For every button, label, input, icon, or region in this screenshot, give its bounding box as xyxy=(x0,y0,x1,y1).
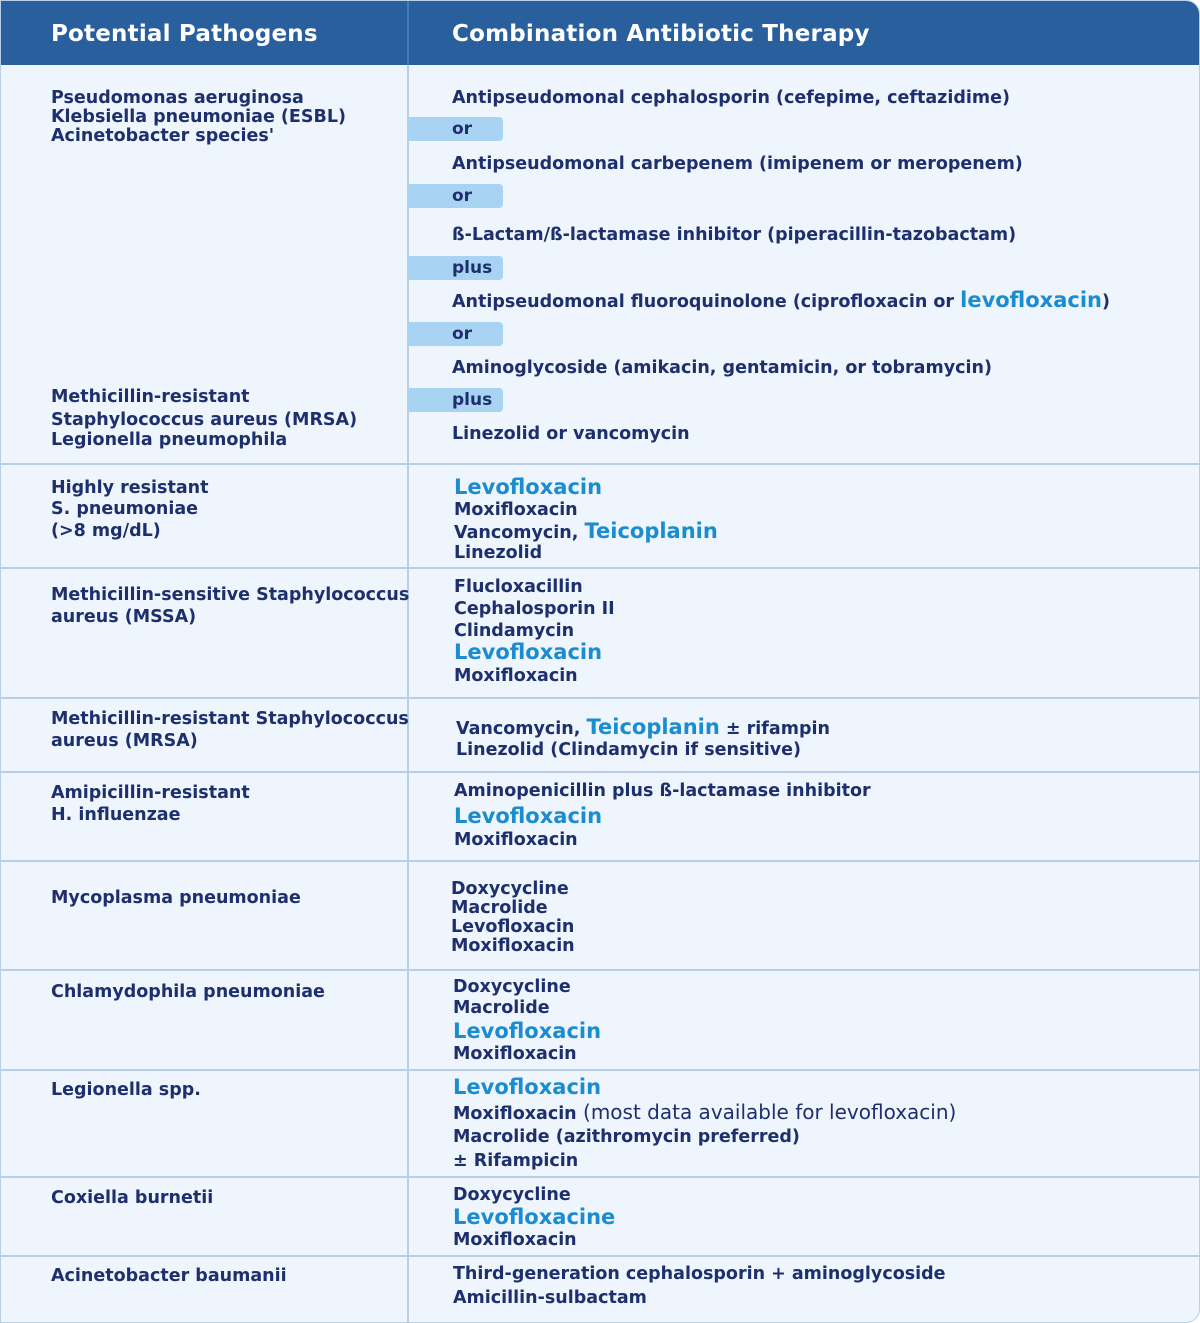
pathogen-name: S. pneumoniae xyxy=(51,499,199,519)
pathogen-name: Pseudomonas aeruginosa xyxy=(51,88,304,108)
pathogen-name: Mycoplasma pneumoniae xyxy=(51,888,301,908)
therapy-line: ß-Lactam/ß-lactamase inhibitor (piperacillin-tazobactam) xyxy=(452,225,1017,245)
connector-or: or xyxy=(407,184,503,208)
therapy-line: Linezolid or vancomycin xyxy=(452,424,690,444)
therapy-line: Doxycycline xyxy=(453,1185,571,1205)
pathogen-name: Legionella pneumophila xyxy=(51,430,288,450)
therapy-line: ± Rifampicin xyxy=(453,1151,579,1171)
pathogen-name: Klebsiella pneumoniae (ESBL) xyxy=(51,107,346,127)
therapy-line: Moxifloxacin (most data available for levofloxacin) xyxy=(453,1100,957,1124)
therapy-line: Vancomycin, Teicoplanin ± rifampin xyxy=(456,715,830,739)
connector-or: or xyxy=(407,322,503,346)
therapy-line: Levofloxacin xyxy=(454,640,603,664)
therapy-line: Antipseudomonal carbepenem (imipenem or meropenem) xyxy=(452,154,1023,174)
therapy-line: Doxycycline xyxy=(451,879,569,899)
pathogen-name: Amipicillin-resistant xyxy=(51,783,250,803)
therapy-line: Levofloxacin xyxy=(451,917,575,937)
therapy-line: Moxifloxacin xyxy=(454,830,578,850)
row-divider xyxy=(1,567,1200,569)
row-divider xyxy=(1,463,1200,465)
therapy-line: Cephalosporin II xyxy=(454,599,615,619)
therapy-line: Linezolid (Clindamycin if sensitive) xyxy=(456,740,802,760)
therapy-line: Antipseudomonal cephalosporin (cefepime, ceftazidime) xyxy=(452,88,1010,108)
therapy-line: Macrolide (azithromycin preferred) xyxy=(453,1127,800,1147)
pathogen-name: Methicillin-resistant xyxy=(51,387,250,407)
therapy-line: Aminoglycoside (amikacin, gentamicin, or tobramycin) xyxy=(452,358,992,378)
therapy-line: Moxifloxacin xyxy=(453,1044,577,1064)
pathogen-name: aureus (MSSA) xyxy=(51,607,197,627)
pathogen-name: Acinetobacter species' xyxy=(51,126,275,146)
row-divider xyxy=(1,969,1200,971)
pathogen-name: aureus (MRSA) xyxy=(51,731,198,751)
row-divider xyxy=(1,771,1200,773)
row-divider xyxy=(1,1255,1200,1257)
row-divider xyxy=(1,1069,1200,1071)
therapy-line: Levofloxacin xyxy=(453,1075,602,1099)
pathogen-name: Acinetobacter baumanii xyxy=(51,1266,287,1286)
therapy-line: Vancomycin, Teicoplanin xyxy=(454,519,718,543)
therapy-line: Flucloxacillin xyxy=(454,577,583,597)
column-divider xyxy=(407,65,409,1323)
therapy-line: Aminopenicillin plus ß-lactamase inhibitor xyxy=(454,781,871,801)
pathogen-name: Methicillin-resistant Staphylococcus xyxy=(51,709,409,729)
pathogen-name: Legionella spp. xyxy=(51,1080,201,1100)
therapy-line: Macrolide xyxy=(451,898,548,918)
therapy-line: Levofloxacin xyxy=(454,475,603,499)
table-header xyxy=(1,1,1200,65)
pathogen-name: H. influenzae xyxy=(51,805,181,825)
pathogen-name: Chlamydophila pneumoniae xyxy=(51,982,325,1002)
therapy-line: Linezolid xyxy=(454,543,543,563)
row-divider xyxy=(1,697,1200,699)
therapy-line: Moxifloxacin xyxy=(454,500,578,520)
pathogen-name: (>8 mg/dL) xyxy=(51,521,161,541)
therapy-line: Levofloxacin xyxy=(453,1019,602,1043)
therapy-line: Amicillin-sulbactam xyxy=(453,1288,647,1308)
pathogen-name: Methicillin-sensitive Staphylococcus xyxy=(51,585,410,605)
therapy-line: Third-generation cephalosporin + aminoglycoside xyxy=(453,1264,946,1284)
highlight-drug: Teicoplanin xyxy=(586,715,720,739)
row-divider xyxy=(1,860,1200,862)
therapy-line: Doxycycline xyxy=(453,977,571,997)
pathogen-name: Staphylococcus aureus (MRSA) xyxy=(51,410,358,430)
therapy-line: Moxifloxacin xyxy=(451,936,575,956)
therapy-line: Moxifloxacin xyxy=(453,1230,577,1250)
connector-plus: plus xyxy=(407,256,503,280)
header-divider xyxy=(407,1,409,65)
pathogen-name: Coxiella burnetii xyxy=(51,1188,214,1208)
highlight-drug: levofloxacin xyxy=(960,288,1102,312)
connector-or: or xyxy=(407,117,503,141)
therapy-line: Moxifloxacin xyxy=(454,666,578,686)
therapy-line: Antipseudomonal fluoroquinolone (ciprofloxacin or levofloxacin) xyxy=(452,288,1110,312)
connector-plus: plus xyxy=(407,388,503,412)
therapy-line: Levofloxacine xyxy=(453,1205,616,1229)
therapy-line: Clindamycin xyxy=(454,621,575,641)
therapy-line: Levofloxacin xyxy=(454,804,603,828)
header-therapy: Combination Antibiotic Therapy xyxy=(452,21,870,47)
therapy-line: Macrolide xyxy=(453,998,550,1018)
row-divider xyxy=(1,1176,1200,1178)
pathogen-name: Highly resistant xyxy=(51,478,209,498)
header-pathogens: Potential Pathogens xyxy=(51,21,318,47)
highlight-drug: Teicoplanin xyxy=(584,519,718,543)
